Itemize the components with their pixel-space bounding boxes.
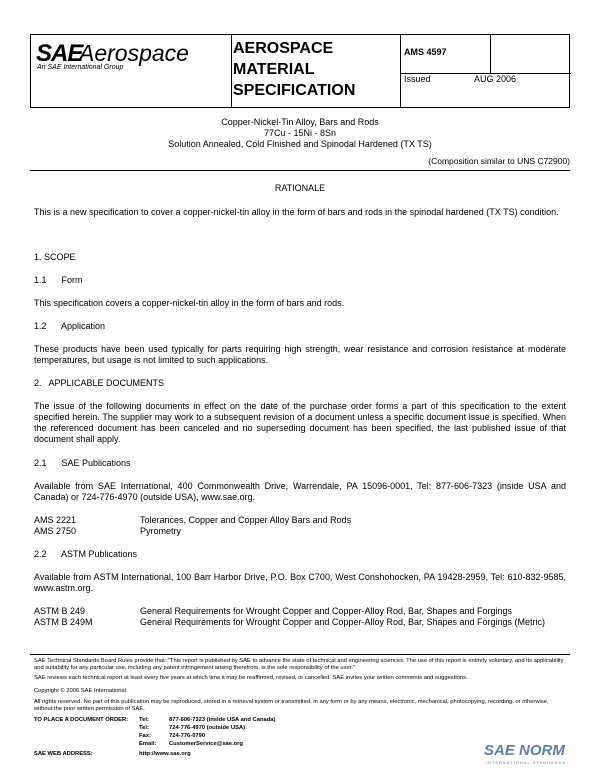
ref-title: General Requirements for Wrought Copper and Copper-Alloy Rod, Bar, Shapes and Forgings (Metric) xyxy=(140,617,546,627)
section-1-heading: 1. SCOPE xyxy=(34,252,76,262)
footer-copyright: Copyright © 2006 SAE International xyxy=(34,688,126,694)
fax-label: Fax: xyxy=(139,733,151,739)
subject-title: Copper-Nickel-Tin Alloy, Bars and Rods 77Cu - 15Ni - 8Sn Solution Annealed, Cold Finished and Spinodal Hardened (TX TS) xyxy=(168,117,432,149)
web-label: SAE WEB ADDRESS: xyxy=(34,751,93,757)
section-2-text: The issue of the following documents in effect on the date of the purchase order forms a part of this specification to the extent specified herein. The supplier may work to a subsequent revision of a document unless a specific document issue is specified. When the referenced document has been canceled and no superseding document has been specified, the last published issue of that document shall apply. xyxy=(34,401,566,444)
rationale-heading: RATIONALE xyxy=(274,183,326,193)
composition-note: (Composition similar to UNS C72900) xyxy=(428,156,570,166)
section-2-heading: 2. APPLICABLE DOCUMENTS xyxy=(34,378,165,388)
sae-logo: SAE xyxy=(36,40,83,67)
ref-code: AMS 2750 xyxy=(34,526,77,536)
divider xyxy=(30,170,570,171)
fax-value: 724-776-0790 xyxy=(169,733,206,739)
tel-value: 877-606-7323 (inside USA and Canada) xyxy=(169,717,276,723)
web-value: http://www.sae.org xyxy=(139,751,191,757)
ref-code: ASTM B 249M xyxy=(34,617,93,627)
aerospace-logo: Aerospace xyxy=(79,40,189,66)
ams-number: AMS 4597 xyxy=(404,47,447,57)
section-1-2-heading: 1.2 Application xyxy=(34,321,106,331)
sae-norm-subtitle: INTERNATIONAL STANDARDS xyxy=(486,760,567,765)
section-2-2-text: Available from ASTM International, 100 Barr Harbor Drive, P.O. Box C700, West Conshohocken, PA 19428-2959, Tel: 610-832-9585, www.astm.org. xyxy=(34,572,566,593)
ref-title: Pyrometry xyxy=(140,526,182,536)
logo-subtitle: An SAE International Group xyxy=(37,64,124,71)
footer-notice: SAE Technical Standards Board Rules provide that: "This report is published by SAE to advance the state of technical and engineering sciences. The use of this report is entirely voluntary, and its applicability and suitability for any particular use, including any patent infringement arising therefrom, is the sole responsibility of the user." xyxy=(34,658,564,672)
footer-review: SAE reviews each technical report at least every five years at which time it may be reaffirmed, revised, or cancelled. SAE invites your written comments and suggestions. xyxy=(34,675,468,681)
ref-title: General Requirements for Wrought Copper and Copper-Alloy Rod, Bar, Shapes and Forgings xyxy=(140,606,513,616)
section-2-1-heading: 2.1 SAE Publications xyxy=(34,458,131,468)
ref-code: ASTM B 249 xyxy=(34,606,86,616)
footer-rights: All rights reserved. No part of this publication may be reproduced, stored in a retrieval system or transmitted, in any form or by any means, electronic, mechanical, photocopying, recording, or otherwise, without the prior written permission of SAE. xyxy=(34,699,549,713)
issued-date: AUG 2006 xyxy=(474,74,517,84)
footer-divider xyxy=(30,654,570,655)
email-value: CustomerService@sae.org xyxy=(169,741,243,747)
ref-code: AMS 2221 xyxy=(34,515,77,525)
section-2-1-text: Available from SAE International, 400 Commonwealth Drive, Warrendale, PA 15096-0001, Tel: 877-606-7323 (inside USA and Canada) or 724-776-4970 (outside USA), www.sae.org. xyxy=(34,481,566,502)
section-2-2-heading: 2.2 ASTM Publications xyxy=(34,549,138,559)
doc-type-title: AEROSPACE MATERIAL SPECIFICATION xyxy=(233,40,356,99)
order-label: TO PLACE A DOCUMENT ORDER: xyxy=(34,717,129,723)
section-1-2-text: These products have been used typically for parts requiring high strength, wear resistance and corrosion resistance at moderate temperatures, but usage is not limited to such applications. xyxy=(34,344,566,365)
tel2-value: 724-776-4970 (outside USA) xyxy=(169,725,246,731)
tel-label: Tel: xyxy=(139,717,149,723)
issued-label: Issued xyxy=(404,74,431,84)
section-1-1-text: This specification covers a copper-nickel-tin alloy in the form of bars and rods. xyxy=(34,298,345,308)
email-label: Email: xyxy=(139,741,157,747)
section-1-1-heading: 1.1 Form xyxy=(34,275,83,285)
rationale-text: This is a new specification to cover a copper-nickel-tin alloy in the form of bars and rods in the spinodal hardened (TX TS) condition. xyxy=(34,207,559,217)
tel2-label: Tel: xyxy=(139,725,149,731)
ref-title: Tolerances, Copper and Copper Alloy Bars and Rods xyxy=(140,515,352,525)
sae-norm-logo: SAE NORM xyxy=(484,742,565,759)
